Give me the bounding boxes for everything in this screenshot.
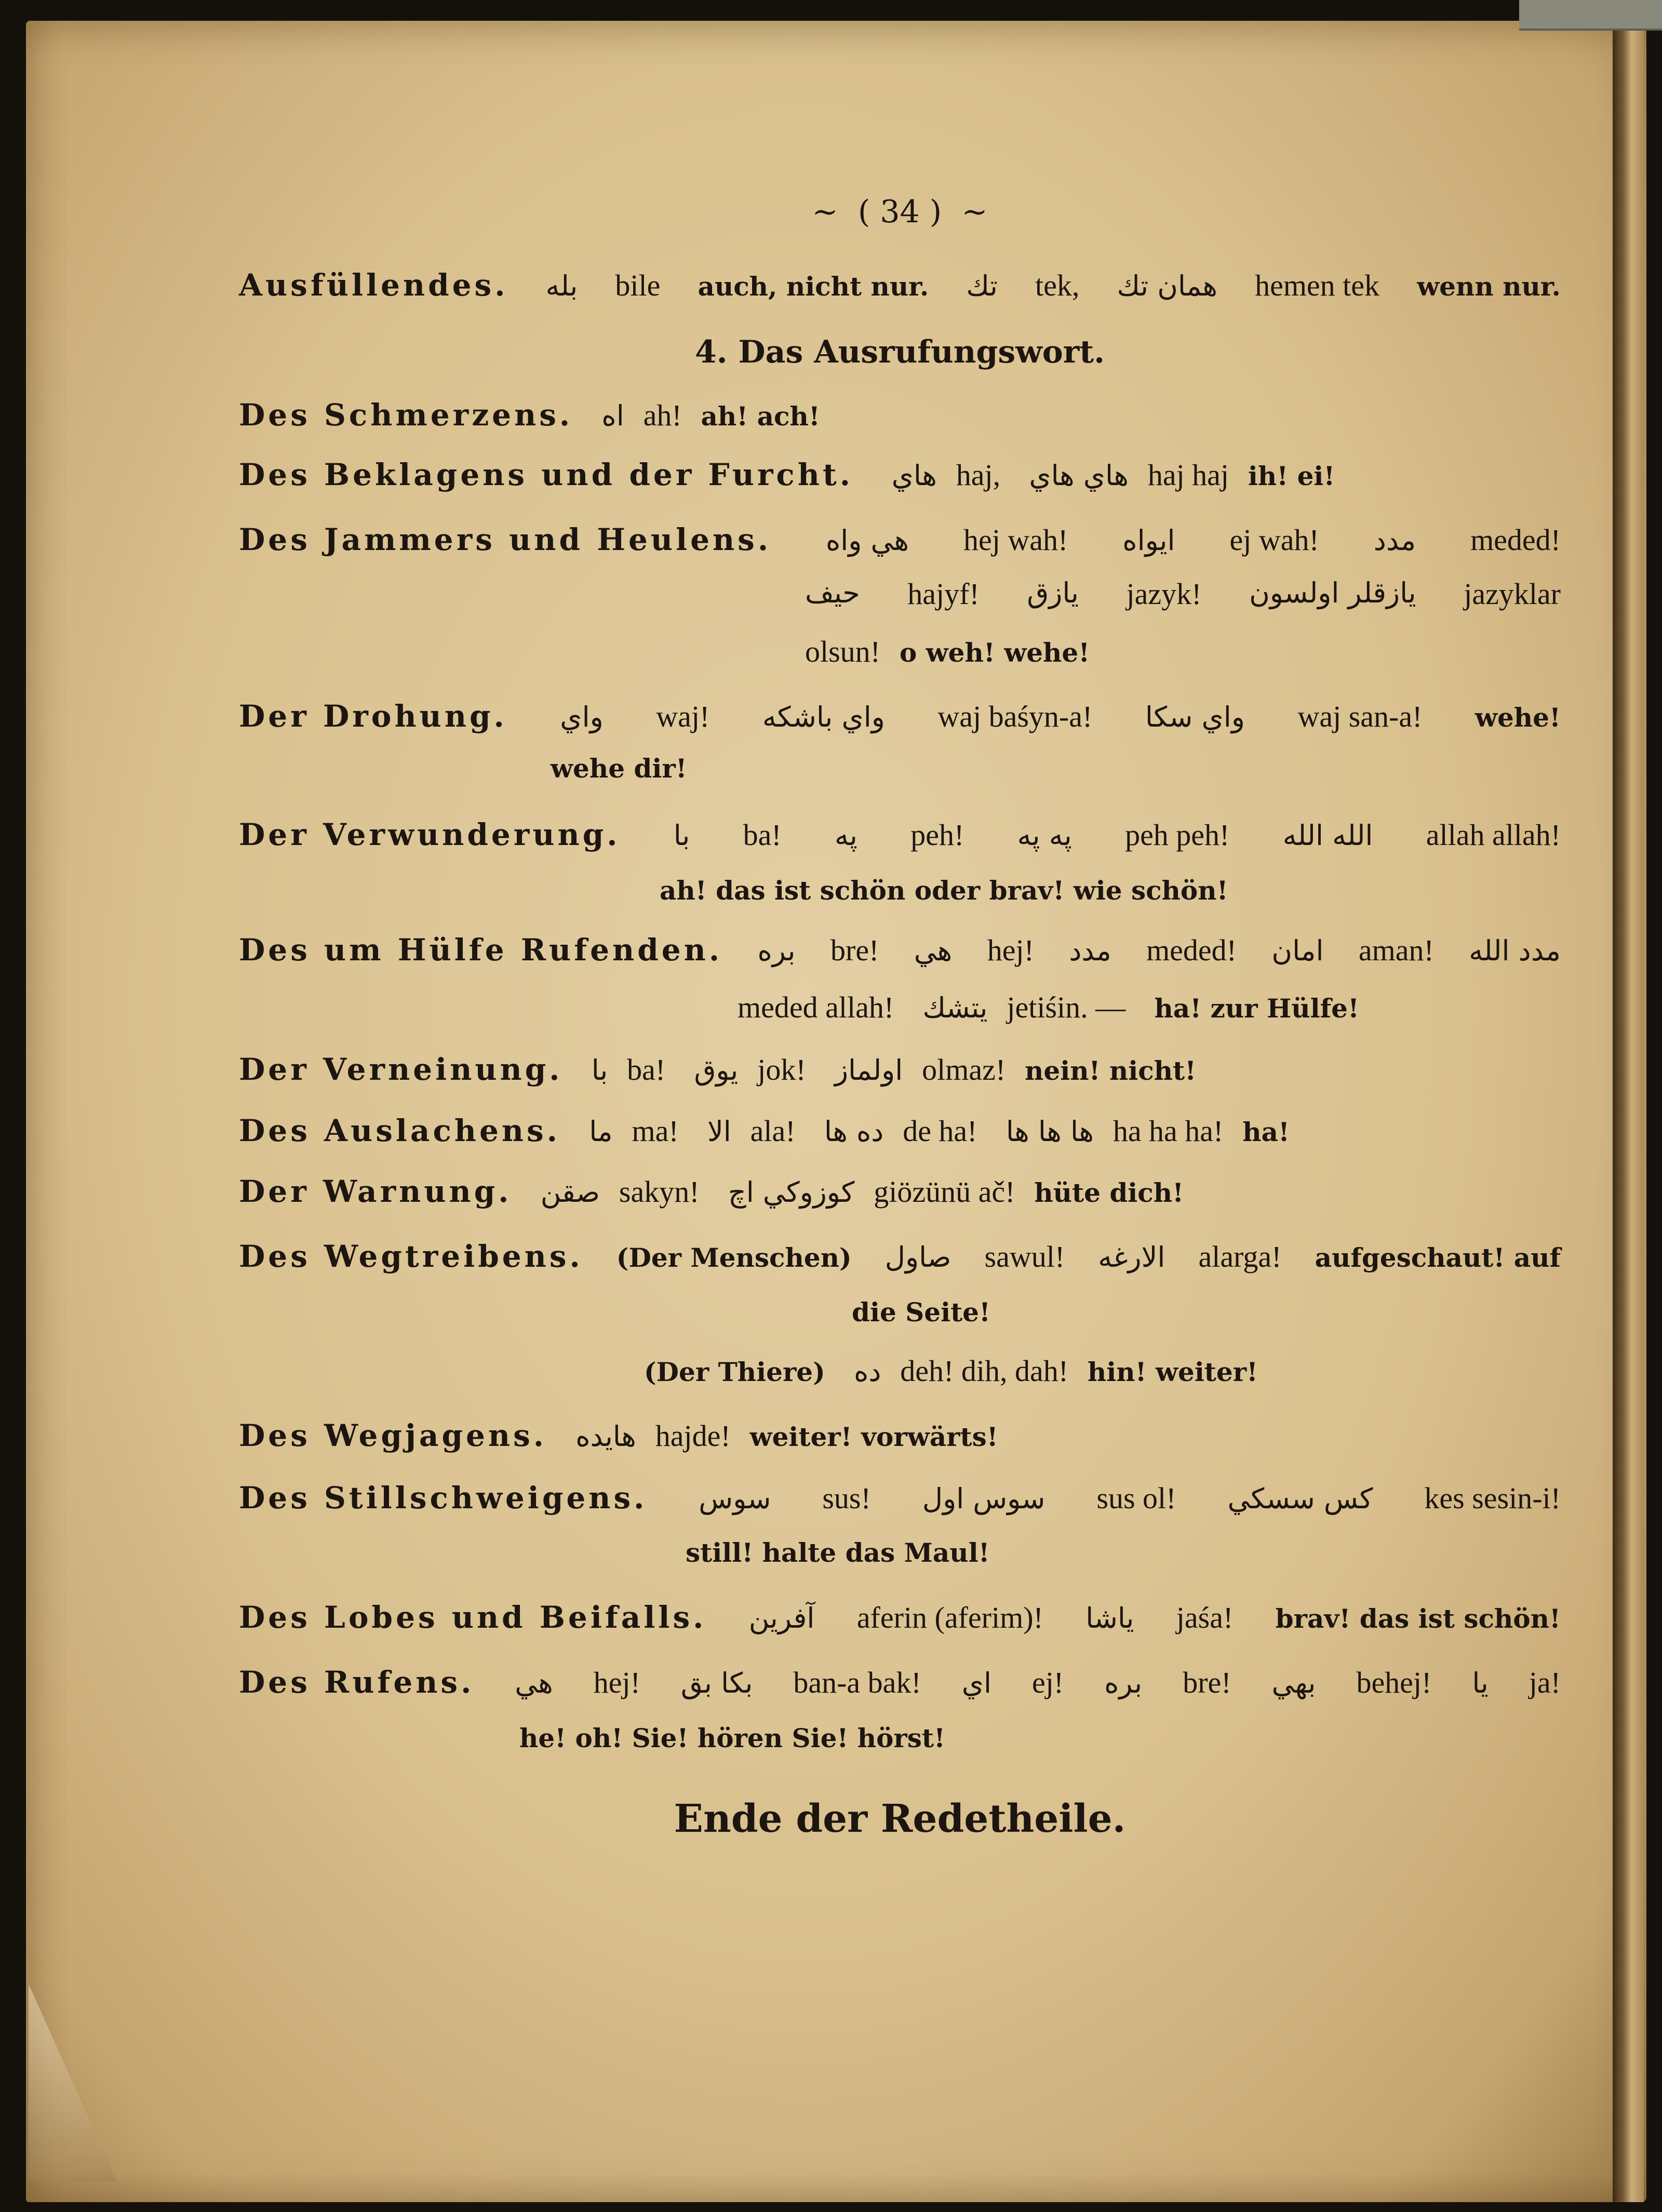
transliteration: aman! (1358, 933, 1434, 967)
entry-rufens (239, 1667, 1561, 1698)
arabic-word: همان تك (1117, 270, 1217, 302)
transliteration: hajde! (655, 1419, 731, 1453)
arabic-word: يتشك (922, 991, 988, 1024)
transliteration: waj! (656, 700, 710, 733)
arabic-word: يازق (1027, 577, 1079, 609)
arabic-word: واي باشكه (762, 701, 885, 733)
transliteration: ala! (750, 1114, 796, 1148)
transliteration: hej! (593, 1666, 640, 1699)
transliteration: waj san-a! (1297, 700, 1423, 733)
transliteration: hej wah! (963, 523, 1068, 557)
entry-drohung-cont1: wehe dir! (551, 753, 687, 784)
entry-label: Der Verneinung. (239, 1052, 563, 1087)
arabic-word: با (591, 1054, 608, 1087)
arabic-word: با (673, 819, 690, 852)
closing-title: Ende der Redetheile. (674, 1797, 1126, 1841)
header-ornament-right: ~ (961, 194, 988, 230)
transliteration: bre! (1183, 1666, 1231, 1699)
arabic-word: صقن (540, 1176, 600, 1209)
entry-schmerzens (239, 397, 820, 433)
entry-ausfuellendes (239, 267, 1561, 303)
arabic-word: واي سكا (1145, 701, 1245, 733)
transliteration: bre! (830, 933, 879, 967)
entry-label: Der Verwunderung. (239, 817, 621, 852)
transliteration: ba! (627, 1053, 666, 1087)
transliteration: meded! (1470, 523, 1561, 557)
transliteration: hajyf! (907, 577, 980, 611)
transliteration: hemen tek (1255, 269, 1380, 302)
transliteration: allah allah! (1426, 818, 1561, 852)
arabic-word: بله (545, 270, 578, 302)
transliteration: behej! (1356, 1666, 1432, 1699)
arabic-word: په (834, 819, 857, 852)
arabic-word: هي (914, 934, 953, 967)
german-gloss: ih! ei! (1248, 461, 1335, 491)
transliteration: giözünü ač! (874, 1175, 1015, 1209)
entry-warnung (239, 1176, 1184, 1207)
transliteration: ban-a bak! (793, 1666, 921, 1699)
scan-clip (1519, 0, 1662, 31)
arabic-word: هايده (575, 1420, 636, 1453)
entry-stillschweigens-cont1: still! halte das Maul! (686, 1537, 990, 1568)
transliteration: haj, (956, 458, 1001, 492)
german-gloss: hüte dich! (1034, 1177, 1184, 1208)
arabic-word: كوزوكي اچ (728, 1176, 855, 1209)
arabic-word: سوس (699, 1482, 771, 1515)
entry-label: Der Warnung. (239, 1174, 512, 1209)
entry-label: Des um Hülfe Rufenden. (239, 932, 723, 968)
transliteration: tek, (1035, 269, 1080, 302)
arabic-word: ما (589, 1115, 613, 1148)
arabic-word: ياشا (1085, 1602, 1134, 1634)
arabic-word: يا (1472, 1667, 1489, 1699)
entry-wegtreibens (239, 1241, 1561, 1272)
german-gloss: ah! ach! (701, 401, 820, 432)
entry-jammers-cont1 (805, 579, 1561, 609)
german-gloss: hin! weiter! (1087, 1357, 1258, 1387)
german-gloss: wehe! (1475, 702, 1561, 733)
entry-beklagens (239, 457, 1335, 492)
section-heading: 4. Das Ausrufungswort. (695, 334, 1105, 370)
entry-rufens-cont1: he! oh! Sie! hören Sie! hörst! (519, 1723, 945, 1753)
arabic-word: سوس اول (922, 1482, 1046, 1515)
transliteration: peh peh! (1125, 818, 1230, 852)
transliteration: jok! (757, 1053, 806, 1087)
arabic-word: بهي (1271, 1667, 1316, 1699)
transliteration: ja! (1529, 1666, 1561, 1699)
german-gloss: weiter! vorwärts! (749, 1422, 998, 1452)
transliteration: aferin (aferim)! (856, 1601, 1043, 1634)
german-gloss: ha! zur Hülfe! (1154, 993, 1359, 1024)
entry-label: Des Beklagens und der Furcht. (239, 457, 853, 492)
transliteration: hej! (987, 933, 1034, 967)
entry-huelfe (239, 932, 1561, 968)
entry-verwunderung (239, 817, 1561, 852)
entry-auslachens (239, 1113, 1290, 1148)
transliteration: deh! dih, dah! (900, 1354, 1069, 1388)
arabic-word: مدد الله (1469, 934, 1561, 967)
transliteration: jazyklar (1464, 577, 1561, 611)
arabic-word: بره (1104, 1667, 1143, 1699)
german-gloss: ha! (1242, 1117, 1290, 1147)
transliteration: peh! (910, 818, 964, 852)
arabic-word: ده ها (824, 1115, 884, 1148)
entry-huelfe-cont1 (738, 992, 1359, 1023)
arabic-word: كس سسكي (1227, 1482, 1373, 1515)
arabic-word: بره (757, 934, 796, 967)
arabic-word: يازقلر اولسون (1249, 577, 1416, 609)
german-gloss: brav! das ist schön! (1275, 1603, 1561, 1634)
transliteration: jaśa! (1176, 1601, 1234, 1634)
entry-label: Der Drohung. (239, 699, 507, 734)
entry-label: Des Wegjagens. (239, 1418, 547, 1453)
arabic-word: ايواه (1122, 524, 1175, 557)
book-gutter (1613, 21, 1644, 2202)
entry-jammers-cont2 (805, 636, 1090, 667)
arabic-word: هي واه (826, 524, 909, 557)
german-gloss: wenn nur. (1417, 271, 1561, 302)
transliteration: de ha! (903, 1114, 977, 1148)
arabic-word: ده (854, 1355, 881, 1388)
entry-wegtreibens-cont2 (644, 1356, 1258, 1386)
entry-drohung (239, 701, 1561, 732)
entry-label: Des Stillschweigens. (239, 1480, 648, 1516)
arabic-word: ها ها ها (1006, 1115, 1094, 1148)
arabic-word: الارغه (1098, 1241, 1165, 1273)
german-note: (Der Menschen) (616, 1242, 852, 1273)
header-ornament-left: ~ (812, 194, 838, 230)
transliteration: olmaz! (922, 1053, 1006, 1087)
arabic-word: صاول (884, 1241, 951, 1273)
arabic-word: الا (707, 1115, 731, 1148)
entry-jammers (239, 522, 1561, 557)
transliteration: ma! (632, 1114, 679, 1148)
german-gloss: auch, nicht nur. (698, 271, 929, 302)
transliteration: haj haj (1147, 458, 1229, 492)
entry-label: Des Schmerzens. (239, 397, 573, 433)
transliteration: kes sesin-i! (1424, 1481, 1561, 1515)
transliteration: jetiśin. — (1007, 990, 1126, 1024)
transliteration: sus ol! (1096, 1481, 1176, 1515)
entry-label: Des Auslachens. (239, 1113, 560, 1148)
transliteration: waj baśyn-a! (937, 700, 1093, 733)
entry-label: Des Jammers und Heulens. (239, 522, 772, 557)
transliteration: ej! (1031, 1666, 1064, 1699)
transliteration: olsun! (805, 635, 880, 668)
arabic-word: مدد (1069, 934, 1111, 967)
arabic-word: يوق (694, 1054, 739, 1087)
german-gloss: aufgeschaut! auf (1315, 1242, 1561, 1273)
transliteration: jazyk! (1126, 577, 1202, 611)
entry-stillschweigens (239, 1480, 1561, 1516)
entry-wegjagens (239, 1420, 998, 1451)
entry-wegtreibens-cont1: die Seite! (852, 1297, 990, 1328)
transliteration: ha ha ha! (1113, 1114, 1224, 1148)
transliteration: ah! (643, 398, 682, 432)
entry-label: Des Wegtreibens. (239, 1239, 583, 1274)
page-number: ( 34 ) (857, 194, 942, 230)
arabic-word: هي (515, 1667, 553, 1699)
german-note: (Der Thiere) (644, 1357, 825, 1387)
transliteration: sus! (822, 1481, 871, 1515)
entry-label: Des Lobes und Beifalls. (239, 1600, 707, 1635)
transliteration: meded allah! (738, 990, 894, 1024)
arabic-word: الله الله (1282, 819, 1373, 852)
arabic-word: واي (560, 701, 604, 733)
transliteration: alarga! (1198, 1240, 1282, 1273)
page-header (239, 194, 1561, 230)
transliteration: sakyn! (619, 1175, 700, 1209)
arabic-word: تك (966, 270, 998, 302)
transliteration: ba! (743, 818, 782, 852)
arabic-word: مدد (1373, 524, 1416, 557)
entry-verwunderung-cont1: ah! das ist schön oder brav! wie schön! (660, 875, 1228, 906)
german-gloss: nein! nicht! (1025, 1055, 1197, 1086)
arabic-word: اه (601, 399, 624, 432)
entry-label: Ausfüllendes. (239, 267, 508, 303)
transliteration: meded! (1146, 933, 1237, 967)
arabic-word: اولماز (834, 1054, 903, 1087)
arabic-word: هاي هاي (1029, 459, 1129, 492)
transliteration: bile (615, 269, 661, 302)
arabic-word: په په (1017, 819, 1072, 852)
entry-verneinung (239, 1054, 1196, 1085)
arabic-word: بكا بق (680, 1667, 753, 1699)
german-gloss: o weh! wehe! (899, 637, 1090, 668)
entry-lobes (239, 1602, 1561, 1633)
arabic-word: هاي (891, 459, 937, 492)
arabic-word: اي (961, 1667, 991, 1699)
transliteration: sawul! (984, 1240, 1065, 1273)
arabic-word: حيف (805, 577, 860, 609)
transliteration: ej wah! (1229, 523, 1319, 557)
arabic-word: امان (1271, 934, 1324, 967)
entry-label: Des Rufens. (239, 1665, 475, 1700)
arabic-word: آفرين (748, 1602, 815, 1634)
